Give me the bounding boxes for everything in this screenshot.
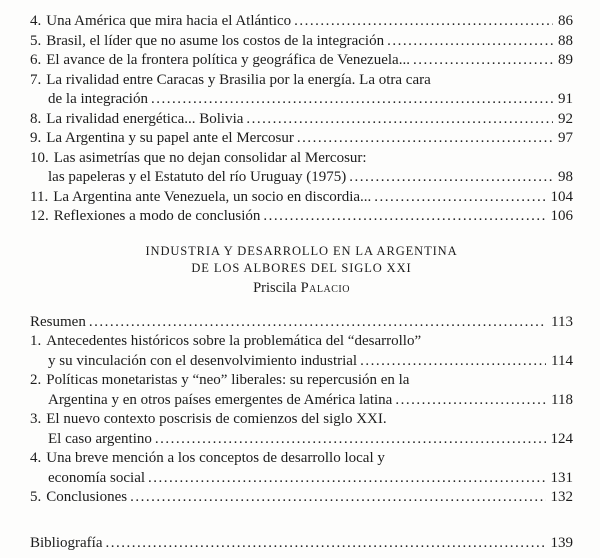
entry-text: La rivalidad energética... Bolivia (46, 110, 244, 127)
entry-page-number: 118 (551, 391, 573, 408)
toc-list-top (30, 12, 573, 227)
dot-leader (263, 207, 545, 227)
entry-text-continued: las papeleras y el Estatuto del río Uruguay (1975) (48, 169, 347, 185)
dot-leader (130, 488, 545, 508)
toc-entry (30, 129, 573, 149)
entry-text: El nuevo contexto poscrisis de comienzos del siglo XXI. (46, 411, 387, 427)
toc-entry (30, 188, 573, 208)
author-first-name: Priscila (253, 279, 297, 296)
toc-entry (30, 71, 573, 110)
entry-number: 6. (30, 52, 42, 68)
entry-text: La rivalidad entre Caracas y Brasilia por la energía. La otra cara (46, 71, 431, 88)
dot-leader (155, 430, 546, 450)
toc-entry (30, 110, 573, 130)
entry-text-continued: Argentina y en otros países emergentes de América latina (48, 391, 393, 408)
entry-page-number: 86 (558, 13, 573, 29)
entry-page-number: 104 (550, 188, 573, 205)
dot-leader (151, 90, 553, 110)
dot-leader (360, 352, 546, 372)
entry-page-number: 114 (551, 352, 573, 369)
entry-text-continued: de la integración (48, 91, 148, 107)
dot-leader (374, 188, 545, 208)
chapter-title-line1: INDUSTRIA Y DESARROLLO EN LA ARGENTINA (145, 243, 458, 258)
entry-text-continued: El caso argentino (48, 430, 152, 447)
dot-leader (349, 168, 553, 188)
entry-number: 4. (30, 450, 42, 466)
dot-leader (148, 469, 545, 489)
dot-leader (294, 12, 553, 32)
entry-text: Brasil, el líder que no asume los costos de la integración (46, 32, 385, 49)
bibliography-entry (30, 534, 573, 554)
author-last-name: Palacio (300, 279, 350, 296)
entry-number: 10. (30, 149, 49, 166)
entry-number: 9. (30, 130, 42, 146)
entry-page-number: 92 (558, 110, 573, 127)
dot-leader (413, 51, 553, 71)
toc-entry (30, 313, 573, 333)
toc-entry (30, 449, 573, 488)
chapter-heading (30, 243, 573, 298)
entry-number: 8. (30, 110, 42, 127)
entry-text: Conclusiones (46, 489, 128, 505)
entry-number: 11. (30, 188, 49, 205)
dot-leader (395, 391, 546, 411)
entry-number: 5. (30, 489, 42, 505)
toc-entry (30, 488, 573, 508)
entry-text: La Argentina y su papel ante el Mercosur (46, 130, 294, 146)
entry-text-continued: y su vinculación con el desenvolvimiento industrial (48, 352, 358, 369)
chapter-title-line2: DE LOS ALBORES DEL SIGLO XXI (191, 260, 412, 275)
entry-number: 4. (30, 13, 42, 29)
entry-number: 3. (30, 411, 42, 427)
toc-entry (30, 51, 573, 71)
entry-text-continued: economía social (48, 469, 146, 486)
toc-entry (30, 332, 573, 371)
entry-number: 7. (30, 71, 42, 88)
entry-number: 2. (30, 372, 42, 388)
toc-entry (30, 207, 573, 227)
entry-page-number: 131 (550, 469, 573, 486)
chapter-author (30, 278, 573, 298)
toc-entry (30, 410, 573, 449)
entry-text: Reflexiones a modo de conclusión (53, 208, 261, 224)
toc-entry (30, 149, 573, 188)
entry-text: El avance de la frontera política y geográfica de Venezuela... (46, 52, 410, 68)
dot-leader (105, 534, 545, 554)
entry-page-number: 98 (558, 169, 573, 185)
entry-number: 12. (30, 208, 49, 224)
dot-leader (297, 129, 553, 149)
toc-entry (30, 12, 573, 32)
toc-list-chapter (30, 313, 573, 508)
entry-page-number: 88 (558, 32, 573, 49)
toc-entry (30, 371, 573, 410)
entry-text: La Argentina ante Venezuela, un socio en discordia... (53, 188, 372, 205)
entry-number: 5. (30, 32, 42, 49)
entry-page-number: 106 (550, 208, 573, 224)
entry-text: Una breve mención a los conceptos de desarrollo local y (46, 450, 385, 466)
entry-page-number: 124 (550, 430, 573, 447)
bibliography-page-number: 139 (550, 534, 573, 551)
entry-page-number: 89 (558, 52, 573, 68)
entry-text: Una América que mira hacia el Atlántico (46, 13, 292, 29)
entry-text: Políticas monetaristas y “neo” liberales: su repercusión en la (46, 372, 410, 388)
dot-leader (246, 110, 553, 130)
toc-page (30, 12, 573, 553)
dot-leader (89, 313, 546, 333)
bibliography-label: Bibliografía (30, 534, 103, 551)
entry-page-number: 113 (551, 313, 573, 330)
dot-leader (387, 32, 553, 52)
entry-page-number: 132 (550, 489, 573, 505)
entry-number: 1. (30, 333, 42, 349)
entry-text: Resumen (30, 313, 86, 330)
entry-page-number: 91 (558, 91, 573, 107)
entry-text: Antecedentes históricos sobre la problemática del “desarrollo” (46, 333, 422, 349)
entry-text: Las asimetrías que no dejan consolidar al Mercosur: (53, 149, 367, 166)
entry-page-number: 97 (558, 130, 573, 146)
toc-entry (30, 32, 573, 52)
